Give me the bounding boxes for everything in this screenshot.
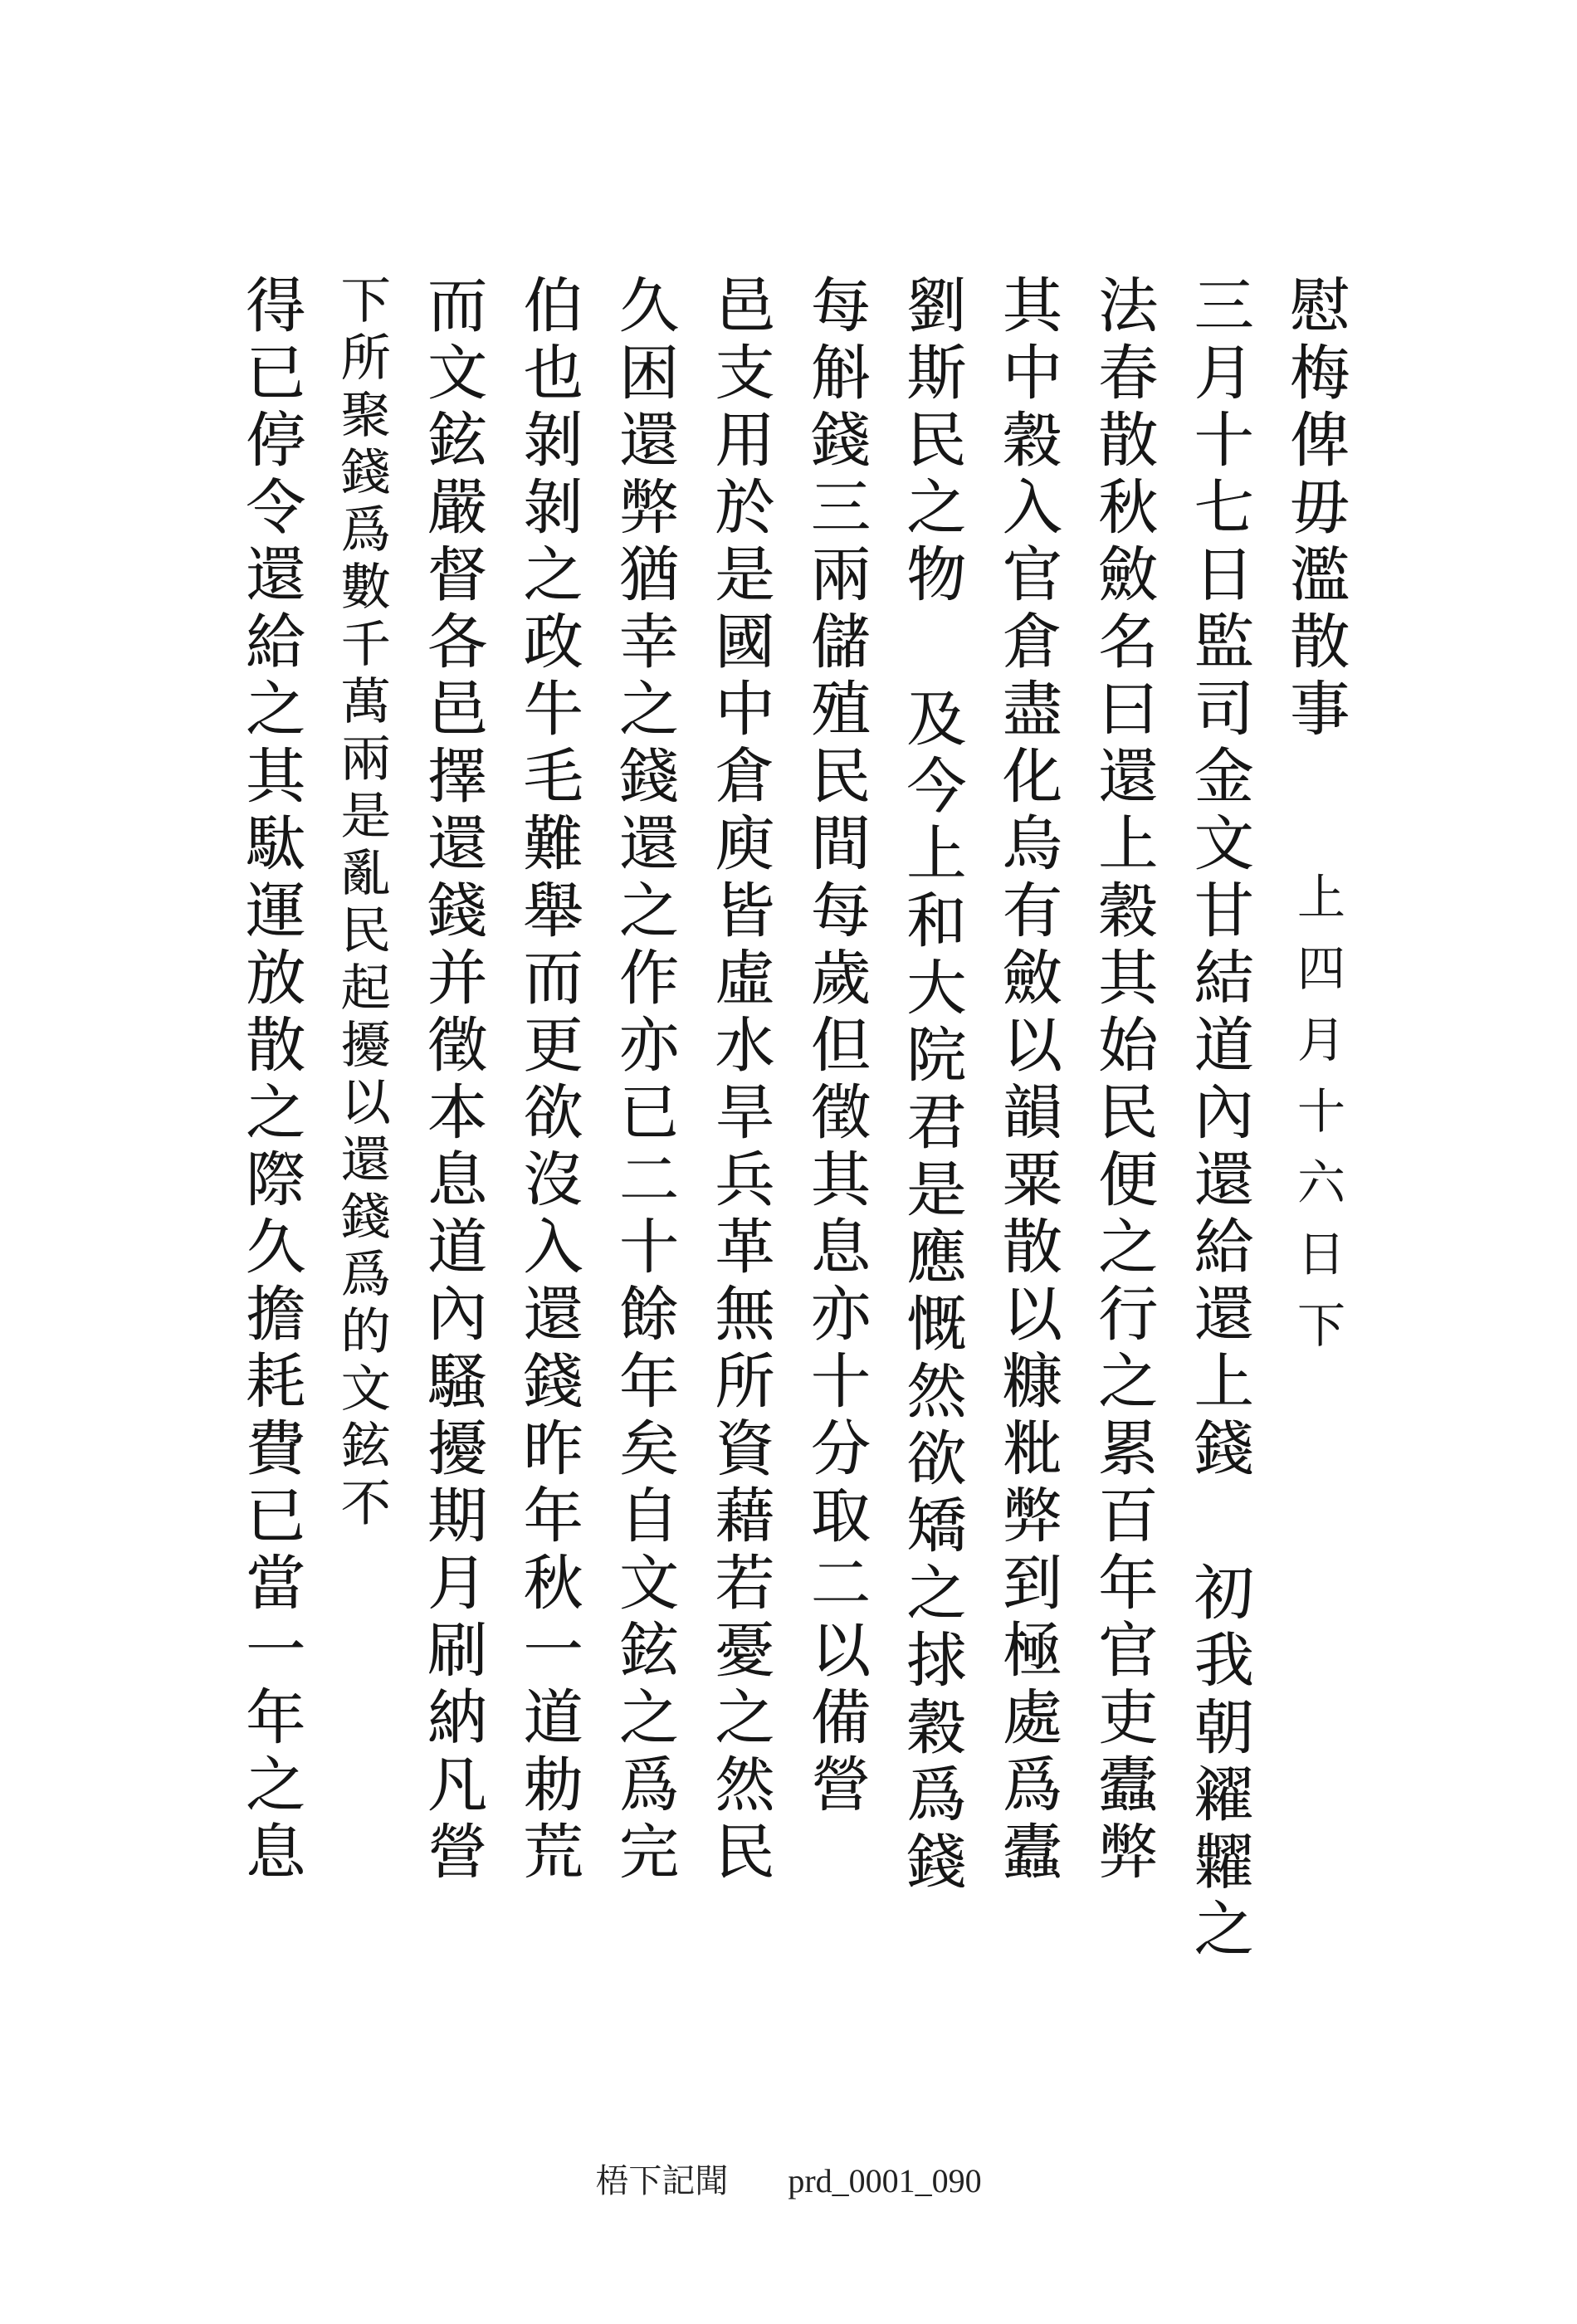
manuscript-column-11: 得已停令還給之其駄運放散之際久擔耗費已當一年之息 [236,274,305,1887]
manuscript-column-5: 每斛錢三兩儲殖民間每歲但徵其息亦十分取二以備營 [800,274,871,1820]
manuscript-column-1: 三月十七日監司金文甘結道內還給還上錢 初我朝糴糶之 [1184,274,1254,1965]
page-id: prd_0001_090 [788,2162,982,2200]
manuscript-heading: 慰梅俾毋濫散事 [1279,274,1350,745]
manuscript-column-10: 下所聚錢爲數千萬兩是亂民起擾以還錢爲的文鉉不 [332,274,391,1534]
manuscript-column-7: 久困還弊猶幸之錢還之作亦已二十餘年矣自文鉉之爲完 [608,274,679,1887]
manuscript-column-8: 伯也剝剝之政牛毛難舉而更欲沒入還錢昨年秋一道勅荒 [513,274,583,1887]
manuscript-column-3: 其中穀入官倉盡化烏有斂以韻粟散以糠粃弊到極處爲蠹 [992,274,1062,1887]
manuscript-column-4: 劉斯民之物 及今上和大院君是應慨然欲矯之捄穀爲錢 [896,274,967,1897]
manuscript-column-2: 法春散秋斂名曰還上穀其始民便之行之累百年官吏蠹弊 [1088,274,1159,1887]
page-footer [0,2155,1577,2202]
date-annotation: 上四月十六日下 [1289,872,1345,1371]
book-title: 梧下記聞 [595,2162,729,2200]
manuscript-column-9: 而文鉉嚴督各邑擇還錢并徵本息道內騷擾期月刷納凡營 [417,274,487,1887]
manuscript-text-block [236,274,1350,1965]
manuscript-column-6: 邑支用於是國中倉庾皆虛水旱兵革無所資藉若憂之然民 [705,274,775,1887]
